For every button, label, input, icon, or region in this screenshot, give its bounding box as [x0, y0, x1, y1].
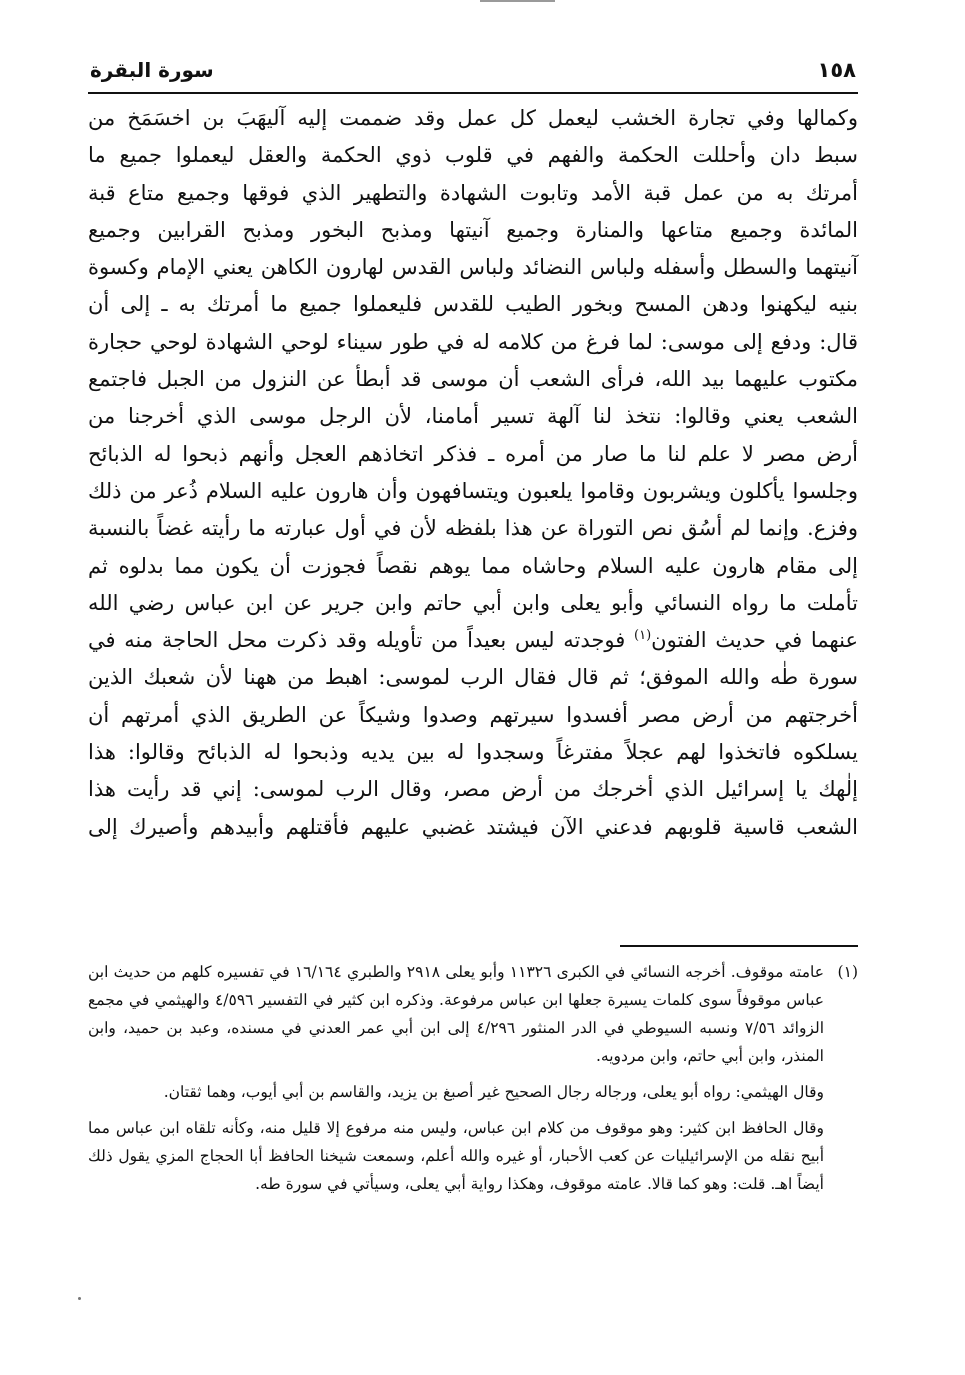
text-line: أمرتك به من عمل قبة الأمد وتابوت الشهادة والتطهير الذي فوقها وجميع متاع قبة	[88, 180, 858, 205]
page-number: ١٥٨	[817, 58, 856, 82]
text-segment: عنهما في حديث الفتون	[651, 628, 858, 653]
footnote-paragraph: وقال الحافظ ابن كثير: وهو موقوف من كلام ابن عباس، وليس منه مرفوع إلا قليل منه، وكأنه تلقاه ابن عباس مما أبيح نقله من الإسرائيليات عن كعب الأحبار، أو غيره والله أعلم، وسمعت شيخنا الحافظ أبا الحجاج المزي يقول ذلك أيضاً اهـ. قلت: وهو كما قالا. عامته موقوف، وهكذا رواية أبي يعلى، وسيأتي في سورة طه.	[88, 1119, 824, 1193]
scan-speck	[78, 1297, 81, 1300]
text-line-with-footnote-ref	[88, 622, 858, 659]
running-title: سورة البقرة	[90, 58, 214, 82]
text-line: وكمالها وفي تجارة الخشب ليعمل كل عمل وقد ضممت إليه آليهَبَ بن اخسَمَخ من	[88, 106, 858, 130]
text-line: وجلسوا يأكلون ويشربون وقاموا يلعبون ويتسافهون وأن هارون عليه السلام ذُعر من ذلك	[88, 478, 858, 503]
text-line: يسلكوه فاتخذوا لهم عجلاً مفترغاً وسجدوا له بين يديه وذبحوا له الذبائح وقالوا: هذا	[88, 740, 858, 765]
footnote-paragraph: وقال الهيثمي: رواه أبو يعلى، ورجاله رجال الصحيح غير أصبغ بن يزيد، والقاسم بن أبي أيوب، وهما ثقتان.	[163, 1083, 824, 1101]
text-line: سبط دان وأحللت الحكمة والفهم في قلوب ذوي الحكمة والعقل ليعملوا جميع ما	[88, 143, 858, 168]
footnotes	[88, 958, 858, 1198]
footnote	[88, 958, 858, 1198]
text-line: الشعب يعني وقالوا: نتخذ لنا آلهة تسير أمامنا، لأن الرجل موسى الذي أخرجنا من	[88, 404, 858, 429]
text-line: سورة طٰه والله الموفق؛ ثم قال فقال الرب لموسى: اهبط من ههنا لأن شعبك الذين	[88, 665, 858, 690]
text-line: تأملت ما رواه النسائي وأبو يعلى وابن أبي حاتم وابن جرير عن ابن عباس رضي الله	[88, 590, 858, 615]
text-segment: فوجدته ليس بعيداً من تأويله وقد ذكرت محل الحاجة منه في	[88, 628, 635, 653]
footnote-separator	[620, 945, 858, 947]
text-line: المائدة وجميع متاعها والمنارة وجميع آنيتها ومذبح البخور ومذبح القرابين وجميع	[88, 217, 858, 242]
text-line: الشعب قاسية قلوبهم فدعني الآن فيشتد غضبي عليهم فأقتلهم وأبيدهم وأصيرك إلى	[88, 814, 858, 839]
page-header	[88, 52, 858, 92]
text-line: آنيتهما والسطل وأسفله ولباس النضائد ولباس القدس لهارون الكاهن يعني الإمام وكسوة	[88, 255, 858, 280]
header-rule	[88, 92, 858, 94]
text-line: مكتوب عليهما بيد الله، فرأى الشعب أن موسى قد أبطأ عن النزول من الجبل فاجتمع	[88, 367, 858, 392]
text-line: وفزع. وإنما لم أسُق نص التوراة عن هذا بلفظه لأن في أول عبارته ما رأيته غضاً بالنسبة	[88, 516, 858, 541]
text-line: إلٰهك يا إسرائيل الذي أخرجك من أرض مصر، وقال الرب لموسى: إني قد رأيت هذا	[88, 777, 858, 802]
footnote-reference[interactable]: (١)	[634, 628, 652, 644]
text-line: قال: ودفع إلى موسى: لما فرغ من كلامه له في طور سيناء لوحي الشهادة لوحي حجارة	[88, 329, 858, 354]
text-line: إلى مقام هارون عليه السلام وحاشاه مما يوهم نقصاً فجوزت أن يكون مما بدلوه ثم	[88, 553, 858, 578]
main-text	[88, 100, 858, 846]
footnote-body	[88, 958, 824, 1198]
footnote-paragraph: عامته موقوف. أخرجه النسائي في الكبرى ١١٣٢٦ وأبو يعلى ٢٩١٨ والطبري ١٦/١٦٤ في تفسيره كلهم من حديث ابن عباس موقوفاً سوى كلمات يسيرة جعلها ابن عباس مرفوعة. وذكره ابن كثير في التفسير ٤/٥٩٦ والهيثمي في مجمع الزوائد ٧/٥٦ ونسبه السيوطي في الدر المنثور ٤/٢٩٦ إلى ابن أبي عمر العدني في مسنده، وعبد بن حميد، وابن المنذر، وابن أبي حاتم، وابن مردويه.	[88, 963, 825, 1065]
footnote-marker: (١)	[837, 963, 858, 981]
text-line: أرض مصر لا علم لنا ما صار من أمره ـ فذكر اتخاذهم العجل وأنهم ذبحوا له الذبائح	[88, 441, 858, 466]
text-line: أخرجتهم من أرض مصر أفسدوا سيرتهم وصدوا وشيكاً عن الطريق الذي أمرتهم أن	[88, 702, 858, 727]
text-line: بنيه ليكهنوا ودهن المسح وبخور الطيب للقدس فليعملوا جميع ما أمرتك به ـ إلى أن	[88, 292, 858, 317]
top-scan-mark	[480, 0, 555, 2]
